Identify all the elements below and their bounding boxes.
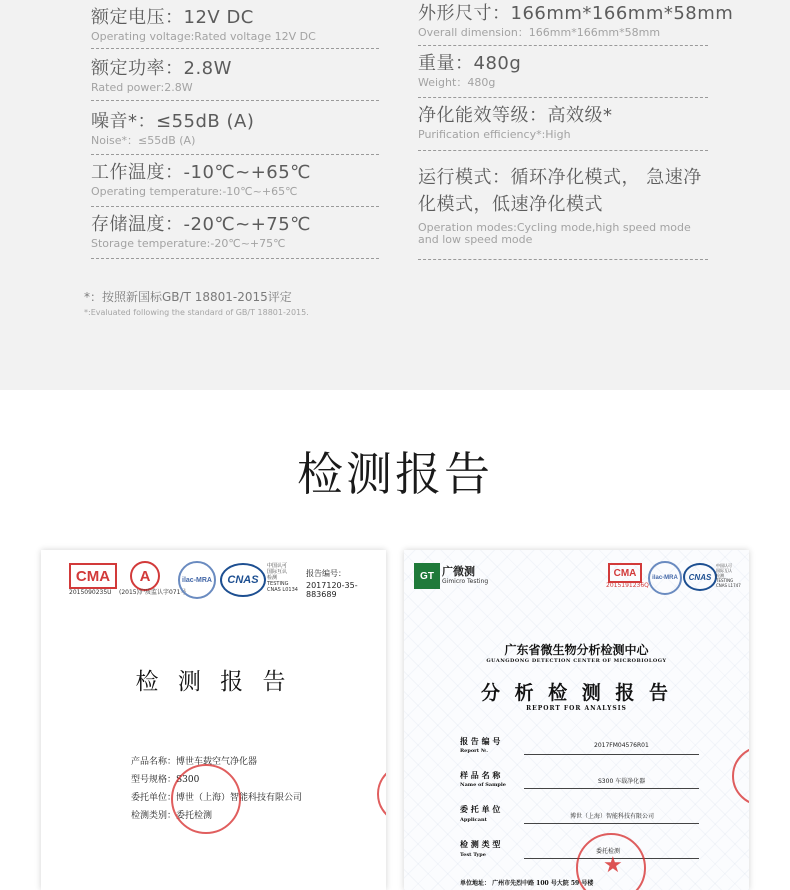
org-name: 广微测: [442, 565, 475, 578]
report-no: 2017120-35-883689: [306, 581, 358, 599]
cal-logo-icon: A: [130, 561, 160, 591]
spec-rated-power: [91, 57, 379, 101]
spec-operating-temperature: [91, 161, 379, 207]
spec-label: 运行模式：循环净化模式， 急速净化模式，低速净化模式: [418, 167, 702, 215]
report-title: 检 测 报 告: [135, 669, 292, 695]
center-name-en: GUANGDONG DETECTION CENTER OF MICROBIOLOGY: [486, 658, 667, 664]
section-title: 检测报告: [297, 447, 493, 501]
cma-code: 2015090235U: [69, 589, 112, 596]
spec-label-en: Operation modes:Cycling mode,high speed mode and low speed mode: [418, 221, 691, 246]
report-title: 分 析 检 测 报 告: [480, 682, 673, 704]
field-value-report-no: 2017FM04576R01: [594, 742, 649, 749]
field-value-sample-name: S300 车载净化器: [598, 778, 646, 785]
cnas-line: TESTING: [267, 581, 289, 587]
field-label-sample-name: 样 品 名 称: [460, 770, 501, 780]
report-image-1: [41, 550, 386, 890]
spec-label: 噪音*：≤55dB (A): [91, 111, 255, 132]
cma-logo: CMA: [69, 563, 117, 589]
red-stamp-edge: [732, 746, 749, 806]
field-underline: [524, 823, 699, 824]
cnas-logo: CNAS: [683, 563, 717, 591]
cnas-line: CNAS L1747: [716, 583, 741, 588]
spec-weight: [418, 52, 708, 98]
field-model: 型号规格：S300: [131, 775, 200, 785]
report-title-en: REPORT FOR ANALYSIS: [526, 705, 627, 712]
cnas-text: [267, 563, 298, 593]
spec-label: 重量：480g: [418, 53, 522, 74]
spec-label-en: Purification efficiency*:High: [418, 128, 571, 141]
field-underline: [524, 754, 699, 755]
red-stamp: [171, 764, 241, 834]
cnas-line: TESTING: [716, 578, 734, 583]
cnas-line: 检测: [716, 573, 724, 578]
field-label-en: Applicant: [460, 817, 487, 823]
spec-rated-voltage: [91, 6, 379, 49]
field-value-applicant: 博世（上海）智能科技有限公司: [570, 813, 655, 820]
cnas-line: 国际互认: [267, 569, 288, 575]
report-no-label: 报告编号：: [306, 569, 346, 578]
ilac-logo: ilac-MRA: [648, 561, 682, 595]
spec-label: 工作温度：-10℃~+65℃: [91, 162, 311, 183]
field-value-test-type: 委托检测: [596, 848, 621, 855]
spec-label-en: Operating voltage:Rated voltage 12V DC: [91, 30, 316, 43]
spec-label: 外形尺寸：166mm*166mm*58mm: [418, 3, 734, 24]
cnas-line: 中国认可: [267, 563, 288, 569]
cma-logo: CMA: [608, 563, 642, 583]
spec-label: 额定功率：2.8W: [91, 58, 232, 79]
org-address: 单位地址： 广州市先烈中路 100 号大院 59 号楼: [460, 880, 594, 887]
spec-label-en: Overall dimension：166mm*166mm*58mm: [418, 26, 661, 39]
spec-dimension: [418, 2, 734, 46]
field-label-applicant: 委 托 单 位: [460, 804, 501, 814]
center-name: 广东省微生物分析检测中心: [504, 643, 649, 657]
ilac-logo: ilac-MRA: [178, 561, 216, 599]
cnas-line: 中国认可: [716, 563, 732, 568]
org-name-en: Gimicro Testing: [442, 578, 489, 585]
field-label-en: Name of Sample: [460, 782, 506, 788]
spec-label-en: Weight：480g: [418, 76, 496, 89]
footnote-text: *：按照新国标GB/T 18801-2015评定: [84, 290, 292, 304]
cnas-line: 检测: [267, 575, 278, 581]
gimicro-logo: GT: [414, 563, 440, 589]
cnas-line: CNAS L0134: [267, 587, 298, 593]
cma-code: 2015191236Q: [606, 582, 649, 589]
spec-label-en: Operating temperature:-10℃~+65℃: [91, 185, 298, 198]
cnas-line: 国际互认: [716, 568, 732, 573]
field-underline: [524, 788, 699, 789]
cnas-logo: CNAS: [220, 563, 266, 597]
field-test-category: 检测类别：委托检测: [131, 811, 213, 821]
cnas-text: [716, 563, 741, 588]
field-product-name: 产品名称：博世车载空气净化器: [131, 757, 258, 767]
spec-label: 净化能效等级：高效级*: [418, 105, 613, 126]
spec-label: 额定电压：12V DC: [91, 7, 254, 28]
report-image-2: [404, 550, 749, 890]
field-applicant: 委托单位：博世（上海）智能科技有限公司: [131, 793, 303, 803]
spec-label-en: Noise*：≤55dB (A): [91, 134, 196, 147]
field-label-en: Test Type: [460, 852, 486, 858]
cal-code: (2015)沪质监认字071号: [119, 589, 187, 596]
stamp-star-icon: ★: [603, 853, 623, 878]
spec-label-en: Storage temperature:-20℃~+75℃: [91, 237, 286, 250]
spec-label: 存储温度：-20℃~+75℃: [91, 214, 311, 235]
spec-storage-temperature: [91, 213, 379, 259]
field-label-en: Report №.: [460, 748, 489, 754]
spec-purification-efficiency: [418, 104, 708, 151]
spec-label-en: Rated power:2.8W: [91, 81, 193, 94]
spec-noise: [91, 110, 379, 155]
field-label-report-no: 报 告 编 号: [460, 736, 501, 746]
red-stamp-edge: [377, 764, 386, 824]
spec-operation-modes: [418, 164, 708, 260]
spec-section: [0, 0, 790, 390]
footnote: [84, 289, 309, 319]
field-label-test-type: 检 测 类 型: [460, 839, 501, 849]
footnote-text-en: *:Evaluated following the standard of GB/T 18801-2015.: [84, 308, 309, 317]
